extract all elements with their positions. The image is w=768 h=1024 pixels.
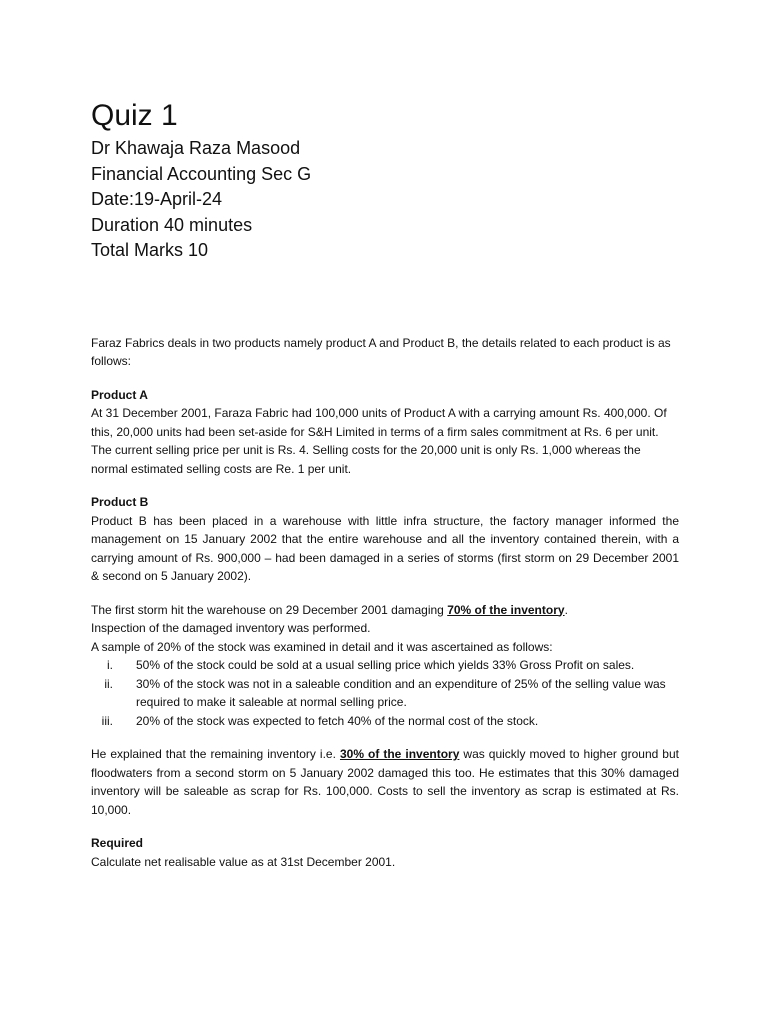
- findings-list: [91, 656, 679, 730]
- list-item-number: i.: [107, 658, 113, 672]
- storm-text: The first storm hit the warehouse on 29 December 2001 damaging: [91, 602, 448, 617]
- storm-emphasis: 70% of the inventory: [447, 602, 565, 617]
- quiz-document: [91, 96, 679, 871]
- quiz-duration: Duration 40 minutes: [91, 214, 253, 235]
- list-item: [91, 712, 679, 731]
- product-b-heading: Product B: [91, 495, 149, 509]
- product-a-paragraph: At 31 December 2001, Faraza Fabric had 100,000 units of Product A with a carrying amount Rs. 400,000. Of this, 20,000 units had been set-aside for S&H Limited in terms of a firm sales commitment at Rs. 6 per unit. The current selling price per unit is Rs. 4. Selling costs for the 20,000 unit is only Rs. 1,000 whereas the normal estimated selling costs are Re. 1 per unit.: [91, 406, 667, 476]
- product-a-heading: Product A: [91, 387, 148, 402]
- sample-line: A sample of 20% of the stock was examined in detail and it was ascertained as follows:: [91, 639, 553, 654]
- list-item: [91, 656, 679, 675]
- course-name: Financial Accounting Sec G: [91, 163, 312, 184]
- required-heading: Required: [91, 836, 144, 850]
- remaining-text: He explained that the remaining inventory i.e.: [91, 747, 340, 761]
- inspection-line: Inspection of the damaged inventory was performed.: [91, 621, 371, 635]
- instructor-name: Dr Khawaja Raza Masood: [91, 138, 301, 158]
- page-title: Quiz 1: [91, 99, 178, 132]
- intro-paragraph: Faraz Fabrics deals in two products namely product A and Product B, the details related to each product is as follows:: [91, 335, 671, 368]
- remaining-text-end: was quickly moved to higher ground but floodwaters from a second storm on 5 January 2002 damaged this too. He estimates that this 30% damaged inventory will be saleable as scrap for Rs. 100,000. Costs to sell the inventory as scrap is estimated at Rs. 10,000.: [91, 747, 679, 817]
- list-item-text: 20% of the stock was expected to fetch 40% of the normal cost of the stock.: [136, 713, 539, 728]
- remaining-emphasis: 30% of the inventory: [339, 747, 460, 761]
- product-b-paragraph: Product B has been placed in a warehouse with little infra structure, the factory manager informed the management on 15 January 2002 that the entire warehouse and all the inventory contained therein, with a carrying amount of Rs. 900,000 – had been damaged in a series of storms (first storm on 29 December 2001 & second on 5 January 2002).: [91, 513, 679, 583]
- list-item-number: ii.: [104, 676, 113, 691]
- list-item-text: 30% of the stock was not in a saleable condition and an expenditure of 25% of the selling value was required to make it saleable at normal selling price.: [136, 676, 666, 709]
- list-item-text: 50% of the stock could be sold at a usual selling price which yields 33% Gross Profit on sales.: [136, 658, 635, 672]
- storm-paragraph: [91, 601, 679, 620]
- list-item-number: iii.: [101, 713, 113, 728]
- remaining-paragraph: [91, 745, 679, 819]
- total-marks: Total Marks 10: [91, 240, 209, 260]
- quiz-date: Date:19-April-24: [91, 189, 223, 209]
- list-item: [91, 675, 679, 712]
- storm-text-end: .: [564, 602, 568, 617]
- required-text: Calculate net realisable value as at 31st December 2001.: [91, 854, 396, 869]
